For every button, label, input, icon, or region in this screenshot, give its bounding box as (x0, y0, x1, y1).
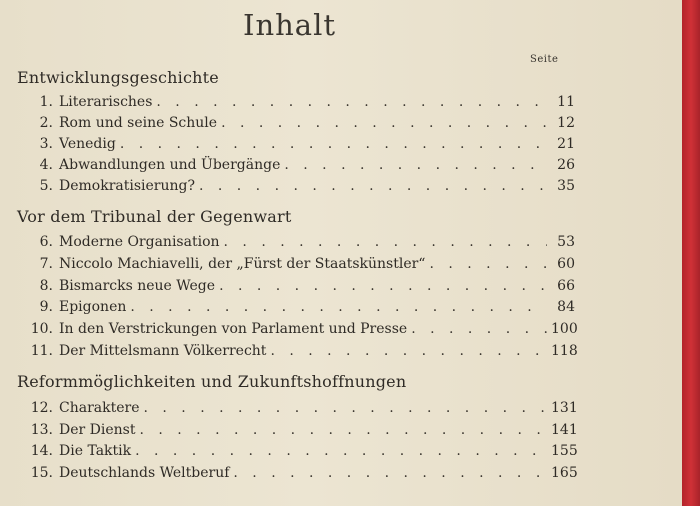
entry-page: 53 (557, 234, 575, 250)
entry-number: 13. (30, 422, 53, 438)
section-title-vor-dem-tribunal: Vor dem Tribunal der Gegenwart (17, 207, 292, 226)
entry-number: 3. (39, 136, 53, 152)
entry-page: 84 (557, 299, 575, 315)
dot-leader (130, 299, 547, 315)
entry-page: 35 (557, 178, 575, 194)
entry-page: 165 (551, 465, 578, 481)
entry-title: In den Verstrickungen von Parlament und Presse (59, 321, 408, 337)
entry-number: 12. (30, 400, 53, 416)
dot-leader (284, 157, 547, 173)
entry-title: Bismarcks neue Wege (59, 278, 216, 294)
entry-title: Rom und seine Schule (59, 115, 218, 131)
entry-page: 141 (551, 422, 578, 438)
toc-entry[interactable] (17, 94, 575, 115)
toc-entry[interactable] (17, 422, 578, 443)
toc-entry[interactable] (17, 178, 575, 199)
dot-leader (411, 321, 547, 337)
entry-number: 14. (30, 443, 53, 459)
entry-number: 5. (39, 178, 53, 194)
section-title-entwicklungsgeschichte: Entwicklungsgeschichte (17, 68, 219, 87)
toc-entry[interactable] (17, 136, 575, 157)
toc-entry[interactable] (17, 256, 575, 277)
dot-leader (429, 256, 547, 272)
entry-page: 12 (557, 115, 575, 131)
entry-title: Demokratisierung? (59, 178, 195, 194)
entry-number: 11. (30, 343, 53, 359)
dot-leader (156, 94, 547, 110)
dot-leader (199, 178, 547, 194)
toc-entry[interactable] (17, 278, 575, 299)
dot-leader (135, 443, 547, 459)
dot-leader (139, 422, 547, 438)
entry-title: Charaktere (59, 400, 140, 416)
dot-leader (219, 278, 547, 294)
dot-leader (270, 343, 547, 359)
entry-page: 155 (551, 443, 578, 459)
entry-number: 15. (30, 465, 53, 481)
entry-title: Der Dienst (59, 422, 136, 438)
entry-title: Literarisches (59, 94, 153, 110)
red-binding-edge (682, 0, 700, 506)
entry-title: Abwandlungen und Übergänge (59, 157, 281, 173)
entry-number: 10. (30, 321, 53, 337)
entry-number: 7. (39, 256, 53, 272)
toc-entry[interactable] (17, 465, 578, 486)
page-title: Inhalt (243, 8, 337, 42)
toc-entry[interactable] (17, 115, 575, 136)
toc-entry[interactable] (17, 400, 578, 421)
entry-page: 60 (557, 256, 575, 272)
entry-number: 9. (39, 299, 53, 315)
toc-entry[interactable] (17, 343, 578, 364)
dot-leader (221, 115, 547, 131)
dot-leader (224, 234, 547, 250)
toc-entry[interactable] (17, 234, 575, 255)
entry-number: 1. (39, 94, 53, 110)
entry-page: 118 (551, 343, 578, 359)
entry-title: Der Mittelsmann Völkerrecht (59, 343, 267, 359)
dot-leader (120, 136, 547, 152)
entry-number: 8. (39, 278, 53, 294)
page-column-label: Seite (530, 54, 559, 65)
entry-title: Niccolo Machiavelli, der „Fürst der Staatskünstler“ (59, 256, 426, 272)
entry-title: Deutschlands Weltberuf (59, 465, 230, 481)
entry-page: 21 (557, 136, 575, 152)
toc-entry[interactable] (17, 321, 578, 342)
entry-title: Die Taktik (59, 443, 132, 459)
entry-number: 4. (39, 157, 53, 173)
toc-entry[interactable] (17, 443, 578, 464)
entry-number: 2. (39, 115, 53, 131)
dot-leader (144, 400, 548, 416)
entry-page: 66 (557, 278, 575, 294)
toc-entry[interactable] (17, 157, 575, 178)
dot-leader (233, 465, 547, 481)
toc-entry[interactable] (17, 299, 575, 320)
entry-title: Epigonen (59, 299, 127, 315)
entry-page: 100 (551, 321, 578, 337)
entry-title: Venedig (59, 136, 116, 152)
section-title-reformmoeglichkeiten: Reformmöglichkeiten und Zukunftshoffnungen (17, 372, 407, 391)
entry-page: 26 (557, 157, 575, 173)
entry-page: 11 (557, 94, 575, 110)
entry-number: 6. (39, 234, 53, 250)
entry-page: 131 (551, 400, 578, 416)
entry-title: Moderne Organisation (59, 234, 220, 250)
